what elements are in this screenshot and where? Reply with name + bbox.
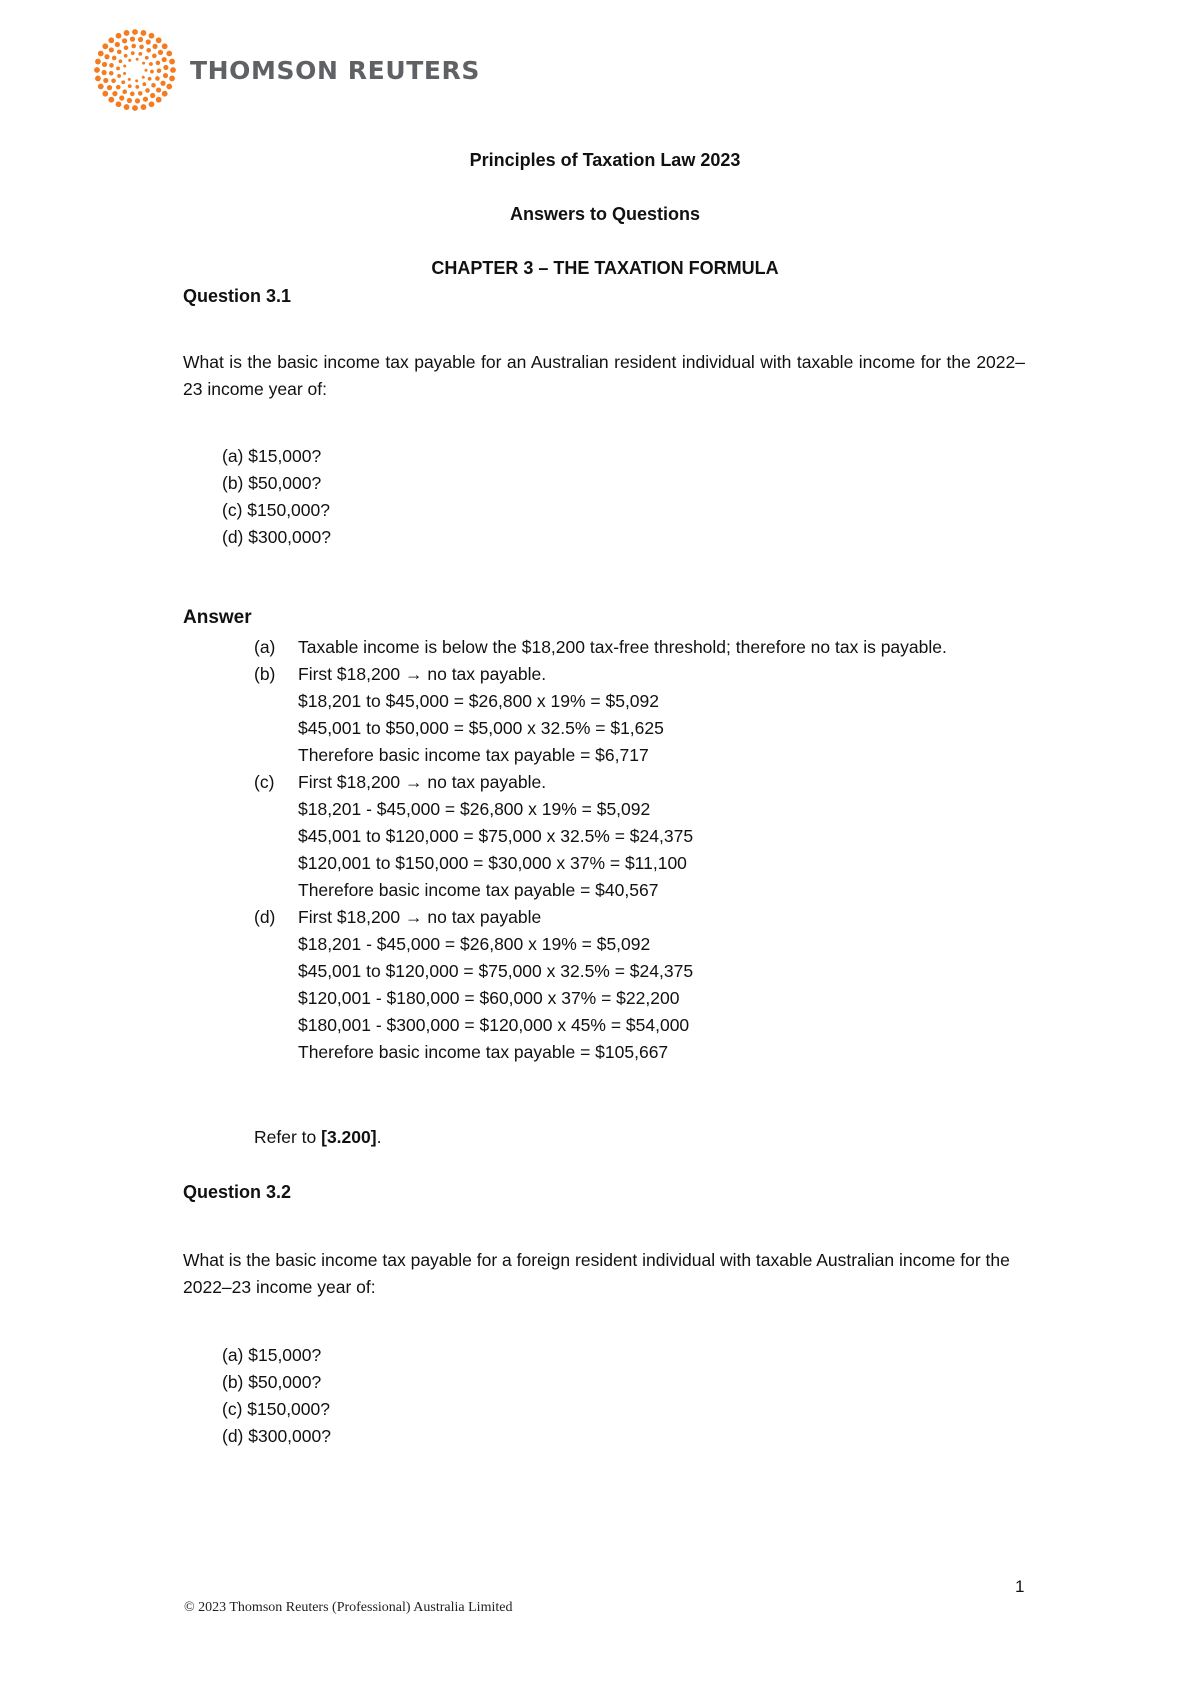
answer-line: $45,001 to $120,000 = $75,000 x 32.5% = $24,375 <box>298 961 694 981</box>
answer-item-label: (b) <box>254 664 276 684</box>
answer-line: Therefore basic income tax payable = $105,667 <box>298 1042 669 1062</box>
answer-item-label: (a) <box>254 637 276 657</box>
answer-item-label: (d) <box>254 907 276 927</box>
answer-heading: Answer <box>183 607 252 628</box>
document-subtitle: Answers to Questions <box>509 204 701 224</box>
answer-line: Taxable income is below the $18,200 tax-free threshold; therefore no tax is payable. <box>298 637 947 657</box>
answer-line: $120,001 - $180,000 = $60,000 x 37% = $22,200 <box>298 988 680 1008</box>
refer-suffix: . <box>376 1127 382 1147</box>
option-item: (d) $300,000? <box>222 527 331 547</box>
question-3-2-heading: Question 3.2 <box>183 1182 292 1202</box>
answer-line: $120,001 to $150,000 = $30,000 x 37% = $11,100 <box>298 853 687 873</box>
reference-line <box>254 1127 381 1148</box>
question-3-1-options <box>222 443 331 551</box>
thomson-reuters-logo <box>94 30 480 110</box>
thomson-reuters-dot-globe-icon <box>94 29 176 111</box>
option-item: (a) $15,000? <box>222 1345 322 1365</box>
answer-line: $45,001 to $120,000 = $75,000 x 32.5% = $24,375 <box>298 826 694 846</box>
answer-item <box>254 661 998 769</box>
answer-line: Therefore basic income tax payable = $40,567 <box>298 880 659 900</box>
answer-line: First $18,200 → no tax payable <box>298 907 542 927</box>
option-item: (a) $15,000? <box>222 446 322 466</box>
answer-line: $45,001 to $50,000 = $5,000 x 32.5% = $1,625 <box>298 718 664 738</box>
option-item: (b) $50,000? <box>222 1372 322 1392</box>
document-title: Principles of Taxation Law 2023 <box>469 150 741 170</box>
answer-item <box>254 904 998 1066</box>
answer-line: $18,201 to $45,000 = $26,800 x 19% = $5,092 <box>298 691 660 711</box>
answer-item <box>254 769 998 904</box>
question-3-1-text: What is the basic income tax payable for an Australian resident individual with taxable income for the 2022–23 income year of: <box>183 352 1025 399</box>
question-3-1-heading: Question 3.1 <box>183 286 292 306</box>
refer-prefix: Refer to <box>254 1127 322 1147</box>
answer-list <box>254 634 998 1066</box>
copyright-notice: © 2023 Thomson Reuters (Professional) Australia Limited <box>184 1600 513 1615</box>
answer-item-label: (c) <box>254 772 275 792</box>
answer-line: First $18,200 → no tax payable. <box>298 772 547 792</box>
paragraph-reference: [3.200] <box>321 1127 377 1147</box>
question-3-2-options <box>222 1342 331 1450</box>
brand-name: THOMSON REUTERS <box>190 55 481 85</box>
answer-line: $18,201 - $45,000 = $26,800 x 19% = $5,092 <box>298 799 651 819</box>
option-item: (c) $150,000? <box>222 1399 330 1419</box>
option-item: (b) $50,000? <box>222 473 322 493</box>
answer-line: First $18,200 → no tax payable. <box>298 664 547 684</box>
answer-line: $180,001 - $300,000 = $120,000 x 45% = $54,000 <box>298 1015 690 1035</box>
answer-line: $18,201 - $45,000 = $26,800 x 19% = $5,092 <box>298 934 651 954</box>
chapter-heading: CHAPTER 3 – THE TAXATION FORMULA <box>431 258 779 278</box>
option-item: (d) $300,000? <box>222 1426 331 1446</box>
question-3-2-text: What is the basic income tax payable for a foreign resident individual with taxable Australian income for the 2022–23 income year of: <box>183 1250 1010 1297</box>
option-item: (c) $150,000? <box>222 500 330 520</box>
answer-item <box>254 634 998 661</box>
answer-line: Therefore basic income tax payable = $6,717 <box>298 745 649 765</box>
page-number: 1 <box>1015 1577 1025 1596</box>
